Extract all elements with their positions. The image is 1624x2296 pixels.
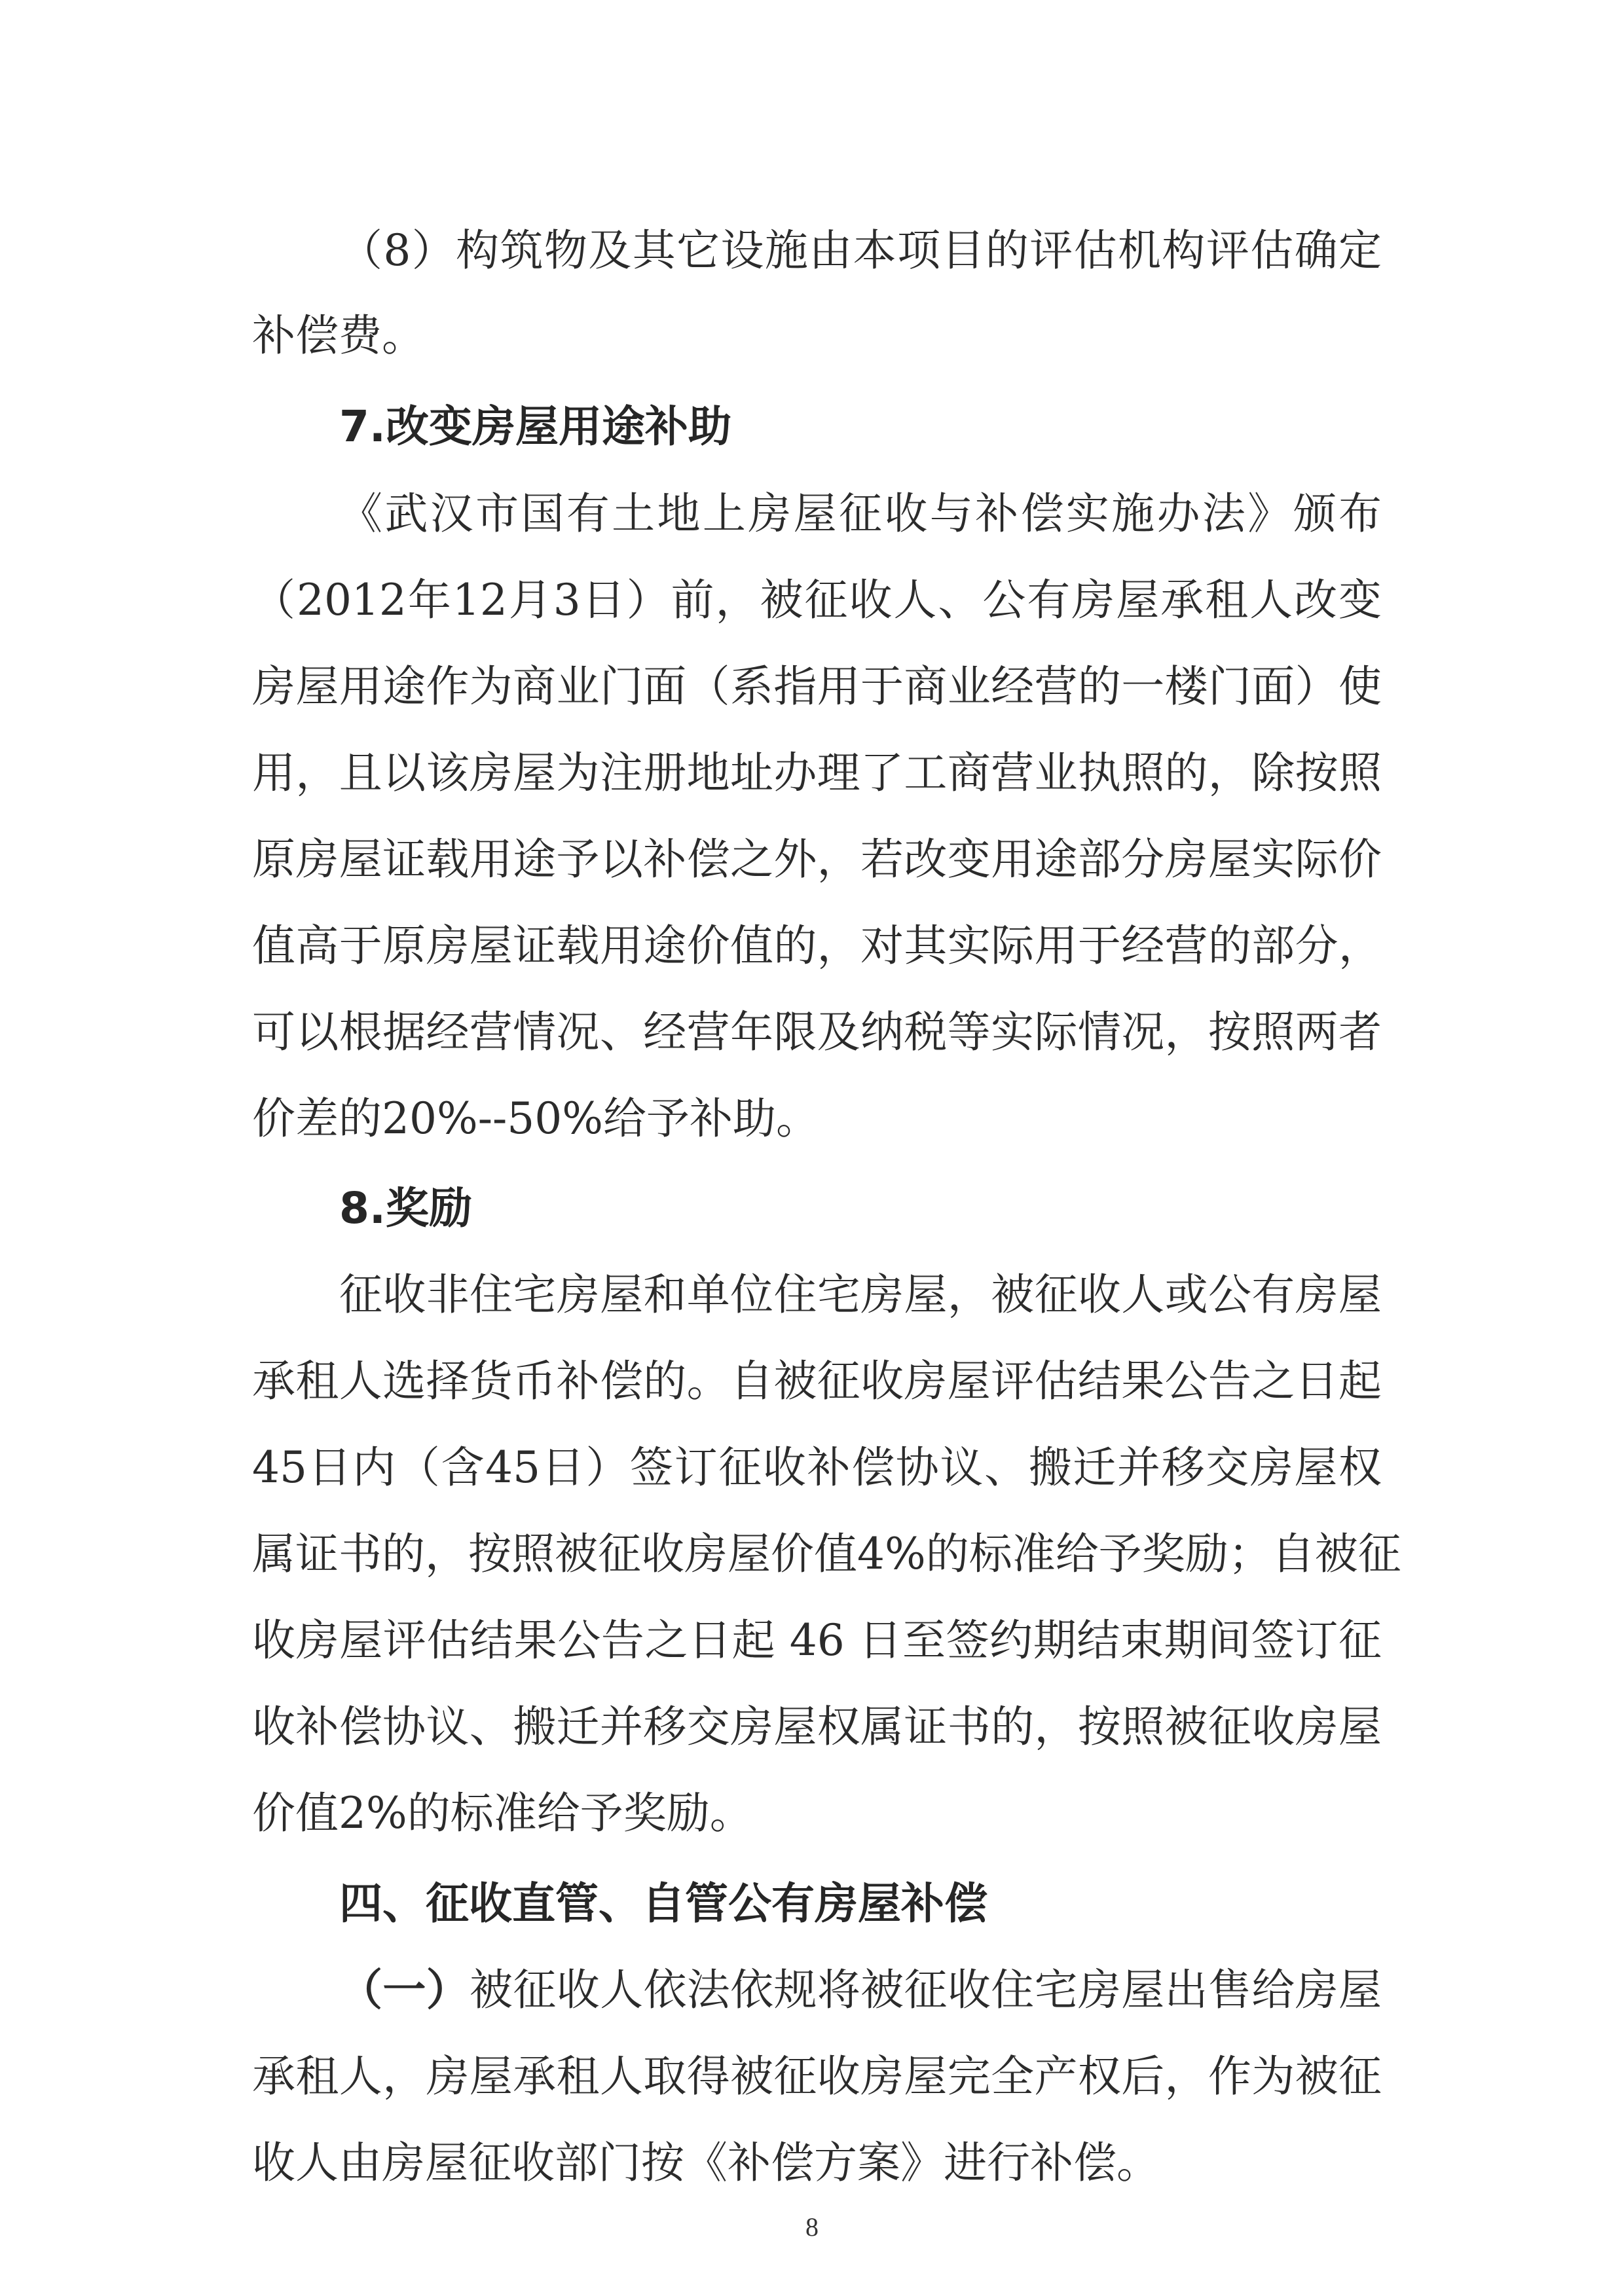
paragraph-line: 《武汉市国有土地上房屋征收与补偿实施办法》颁布 [339, 488, 1382, 539]
paragraph-line: 承租人，房屋承租人取得被征收房屋完全产权后，作为被征 [252, 2051, 1382, 2102]
paragraph-line: 可以根据经营情况、经营年限及纳税等实际情况，按照两者 [252, 1007, 1382, 1057]
paragraph-line: 收房屋评估结果公告之日起 46 日至签约期结束期间签订征 [252, 1615, 1382, 1666]
paragraph-line: 价值2%的标准给予奖励。 [252, 1788, 753, 1838]
paragraph-line: 值高于原房屋证载用途价值的，对其实际用于经营的部分， [252, 920, 1382, 971]
paragraph-line: 收补偿协议、搬迁并移交房屋权属证书的，按照被征收房屋 [252, 1702, 1382, 1752]
paragraph-line: 45日内（含45日）签订征收补偿协议、搬迁并移交房屋权 [252, 1442, 1382, 1493]
page-number: 8 [805, 2212, 819, 2242]
section-heading: 四、征收直管、自管公有房屋补偿 [339, 1878, 987, 1929]
paragraph-line: 补偿费。 [252, 310, 425, 361]
paragraph-line: 房屋用途作为商业门面（系指用于商业经营的一楼门面）使 [252, 661, 1382, 712]
paragraph-line: 收人由房屋征收部门按《补偿方案》进行补偿。 [252, 2138, 1160, 2188]
paragraph-line: 价差的20%--50%给予补助。 [252, 1093, 819, 1144]
subsection-marker: （一） [339, 1965, 470, 2015]
paragraph-line: 征收非住宅房屋和单位住宅房屋，被征收人或公有房屋 [339, 1269, 1382, 1320]
paragraph-line: 用，且以该房屋为注册地址办理了工商营业执照的，除按照 [252, 748, 1382, 798]
paragraph-line: 属证书的，按照被征收房屋价值4%的标准给予奖励；自被征 [252, 1529, 1401, 1579]
paragraph-line: 原房屋证载用途予以补偿之外，若改变用途部分房屋实际价 [252, 834, 1382, 884]
section-heading: 8.奖励 [339, 1183, 472, 1233]
paragraph-line: 承租人选择货币补偿的。自被征收房屋评估结果公告之日起 [252, 1356, 1382, 1406]
paragraph-line: （2012年12月3日）前，被征收人、公有房屋承租人改变 [252, 575, 1382, 625]
paragraph-line [339, 1964, 1382, 2016]
section-heading: 7.改变房屋用途补助 [339, 401, 731, 452]
paragraph-text: 被征收人依法依规将被征收住宅房屋出售给房屋 [470, 1965, 1382, 2015]
paragraph-line: （8）构筑物及其它设施由本项目的评估机构评估确定 [339, 225, 1382, 276]
